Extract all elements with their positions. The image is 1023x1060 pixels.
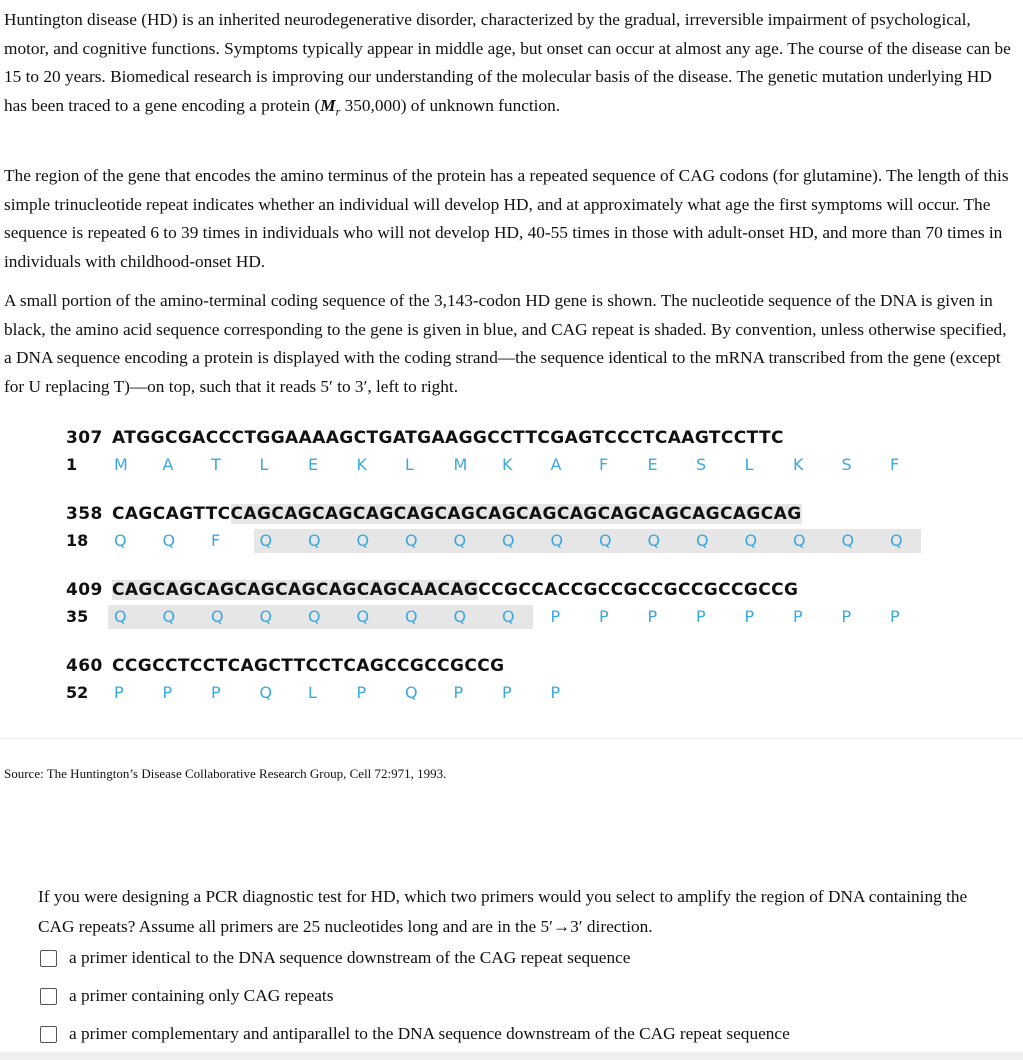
option-2-label[interactable]: a primer containing only CAG repeats bbox=[69, 986, 334, 1005]
nt-sequence-tail: CCGCCACCGCCGCCGCCGCCGCCG bbox=[478, 580, 799, 600]
amino-acid: Q bbox=[356, 607, 370, 626]
amino-acid: L bbox=[259, 455, 269, 474]
amino-acid: Q bbox=[162, 607, 176, 626]
intro-paragraph-3: A small portion of the amino-terminal coding sequence of the 3,143-codon HD gene is shown. The nucleotide sequence of the DNA is given in black, the amino acid sequence corresponding to the gene is given in blue, and CAG repeat is shaded. By convention, unless otherwise specified, a DNA sequence encoding a protein is displayed with the coding strand—the sequence identical to the mRNA transcribed from the gene (except for U replacing T)—on top, such that it reads 5′ to 3′, left to right. bbox=[4, 291, 1007, 396]
amino-acid: Q bbox=[890, 531, 903, 550]
question-text: If you were designing a PCR diagnostic test for HD, which two primers would you select to amplify the region of DNA containing the CAG repeats? Assume all primers are 25 nucleotides long and are in the 5′→3′ direction. bbox=[38, 887, 968, 936]
amino-acid: Q bbox=[647, 531, 661, 550]
amino-acid: F bbox=[890, 455, 900, 474]
amino-acid: Q bbox=[502, 607, 515, 626]
amino-acid: S bbox=[841, 455, 852, 474]
amino-acid: Q bbox=[599, 531, 612, 550]
amino-acid: Q bbox=[405, 607, 418, 626]
amino-acid: Q bbox=[356, 531, 370, 550]
amino-acid: P bbox=[356, 683, 367, 702]
amino-acid: Q bbox=[259, 531, 273, 550]
amino-acid: K bbox=[502, 455, 513, 474]
intro-paragraph-1-text: Huntington disease (HD) is an inherited neurodegenerative disorder, characterized by the gradual, irreversible impairment of psychological, motor, and cognitive functions. Symptoms typically appear in middle age, but onset can occur at almost any age. The course of the disease can be 15 to 20 years. Biomedical research is improving our understanding of the molecular basis of the disease. The genetic mutation underlying HD has been traced to a gene encoding a protein ( bbox=[4, 10, 1011, 115]
amino-acid: Q bbox=[211, 607, 224, 626]
amino-acid: Q bbox=[308, 607, 321, 626]
amino-acid: Q bbox=[259, 683, 273, 702]
option-3[interactable] bbox=[40, 1024, 790, 1044]
source-citation: Source: The Huntington’s Disease Collaborative Research Group, Cell 72:971, 1993. bbox=[4, 766, 447, 781]
option-2[interactable] bbox=[40, 986, 333, 1006]
amino-acid: P bbox=[550, 607, 561, 626]
amino-acid: Q bbox=[696, 531, 709, 550]
bottom-bar bbox=[0, 1052, 1023, 1060]
nt-row-number: 307 bbox=[66, 428, 103, 448]
amino-acid: Q bbox=[162, 531, 176, 550]
option-1-label[interactable]: a primer identical to the DNA sequence downstream of the CAG repeat sequence bbox=[69, 948, 631, 967]
amino-acid: P bbox=[793, 607, 803, 626]
amino-acid: L bbox=[405, 455, 414, 474]
option-1-checkbox[interactable] bbox=[40, 950, 57, 967]
amino-acid: P bbox=[890, 607, 900, 626]
amino-acid: Q bbox=[453, 607, 467, 626]
aa-row bbox=[66, 605, 900, 629]
amino-acid: A bbox=[162, 455, 174, 474]
amino-acid: M bbox=[453, 455, 468, 474]
nt-sequence: ATGGCGACCCTGGAAAAGCTGATGAAGGCCTTCGAGTCCCTCAAGTCCTTC bbox=[112, 428, 784, 448]
nt-row bbox=[66, 425, 784, 451]
divider bbox=[0, 738, 1023, 739]
aa-row bbox=[66, 453, 900, 477]
nt-cag-repeat: CAGCAGCAGCAGCAGCAGCAGCAACAG bbox=[112, 580, 479, 600]
aa-row-number: 35 bbox=[66, 607, 89, 626]
amino-acid: Q bbox=[308, 531, 321, 550]
amino-acid: P bbox=[841, 607, 852, 626]
amino-acid: Q bbox=[405, 531, 418, 550]
option-2-checkbox[interactable] bbox=[40, 988, 57, 1005]
amino-acid: Q bbox=[453, 531, 467, 550]
amino-acid: P bbox=[696, 607, 706, 626]
intro-paragraph-1 bbox=[4, 6, 1016, 125]
amino-acid: Q bbox=[114, 607, 127, 626]
mr-symbol: M bbox=[320, 95, 336, 115]
aa-row bbox=[66, 529, 903, 553]
option-3-checkbox[interactable] bbox=[40, 1026, 57, 1043]
option-1[interactable] bbox=[40, 948, 630, 968]
amino-acid: E bbox=[308, 455, 319, 474]
amino-acid: Q bbox=[114, 531, 127, 550]
intro-paragraph-1-end: 350,000) of unknown function. bbox=[340, 95, 561, 115]
nt-row-number: 460 bbox=[66, 656, 103, 676]
amino-acid: Q bbox=[405, 683, 418, 702]
amino-acid: S bbox=[696, 455, 707, 474]
amino-acid: Q bbox=[793, 531, 806, 550]
nt-row bbox=[66, 501, 802, 527]
amino-acid: P bbox=[502, 683, 512, 702]
amino-acid: Q bbox=[502, 531, 515, 550]
amino-acid: Q bbox=[550, 531, 564, 550]
amino-acid: P bbox=[744, 607, 755, 626]
amino-acid: E bbox=[647, 455, 658, 474]
amino-acid: Q bbox=[841, 531, 855, 550]
amino-acid: P bbox=[162, 683, 173, 702]
amino-acid: P bbox=[114, 683, 124, 702]
amino-acid: P bbox=[647, 607, 658, 626]
amino-acid: M bbox=[114, 455, 128, 474]
amino-acid: P bbox=[599, 607, 609, 626]
amino-acid: L bbox=[744, 455, 754, 474]
nt-cag-repeat: CAGCAGCAGCAGCAGCAGCAGCAGCAGCAGCAGCAGCAGCAG bbox=[230, 504, 802, 524]
nt-row-number: 358 bbox=[66, 504, 103, 524]
amino-acid: K bbox=[356, 455, 367, 474]
intro-paragraph-2: The region of the gene that encodes the amino terminus of the protein has a repeated sequence of CAG codons (for glutamine). The length of this simple trinucleotide repeat indicates whether an individual will develop HD, and at approximately what age the first symptoms will occur. The sequence is repeated 6 to 39 times in individuals who will not develop HD, 40-55 times in those with adult-onset HD, and more than 70 times in individuals with childhood-onset HD. bbox=[4, 166, 1009, 271]
amino-acid: F bbox=[599, 455, 609, 474]
option-3-label[interactable]: a primer complementary and antiparallel to the DNA sequence downstream of the CAG repeat sequence bbox=[69, 1024, 790, 1043]
aa-row-number: 52 bbox=[66, 683, 89, 702]
aa-repeat-shading bbox=[254, 529, 921, 553]
amino-acid: Q bbox=[259, 607, 273, 626]
aa-row-number: 1 bbox=[66, 455, 78, 474]
amino-acid: P bbox=[550, 683, 561, 702]
nt-sequence: CCGCCTCCTCAGCTTCCTCAGCCGCCGCCG bbox=[112, 656, 505, 676]
nt-row-number: 409 bbox=[66, 580, 103, 600]
aa-row bbox=[66, 681, 856, 705]
nt-sequence: CAGCAGTTC bbox=[112, 504, 231, 524]
amino-acid: A bbox=[550, 455, 562, 474]
amino-acid: K bbox=[793, 455, 804, 474]
amino-acid: F bbox=[211, 531, 221, 550]
amino-acid: P bbox=[453, 683, 464, 702]
amino-acid: T bbox=[211, 455, 221, 474]
amino-acid: L bbox=[308, 683, 317, 702]
amino-acid: Q bbox=[744, 531, 758, 550]
nt-row bbox=[66, 653, 505, 679]
nt-row bbox=[66, 577, 798, 603]
mr-subscript: r bbox=[335, 103, 341, 118]
aa-row-number: 18 bbox=[66, 531, 89, 550]
amino-acid: P bbox=[211, 683, 221, 702]
